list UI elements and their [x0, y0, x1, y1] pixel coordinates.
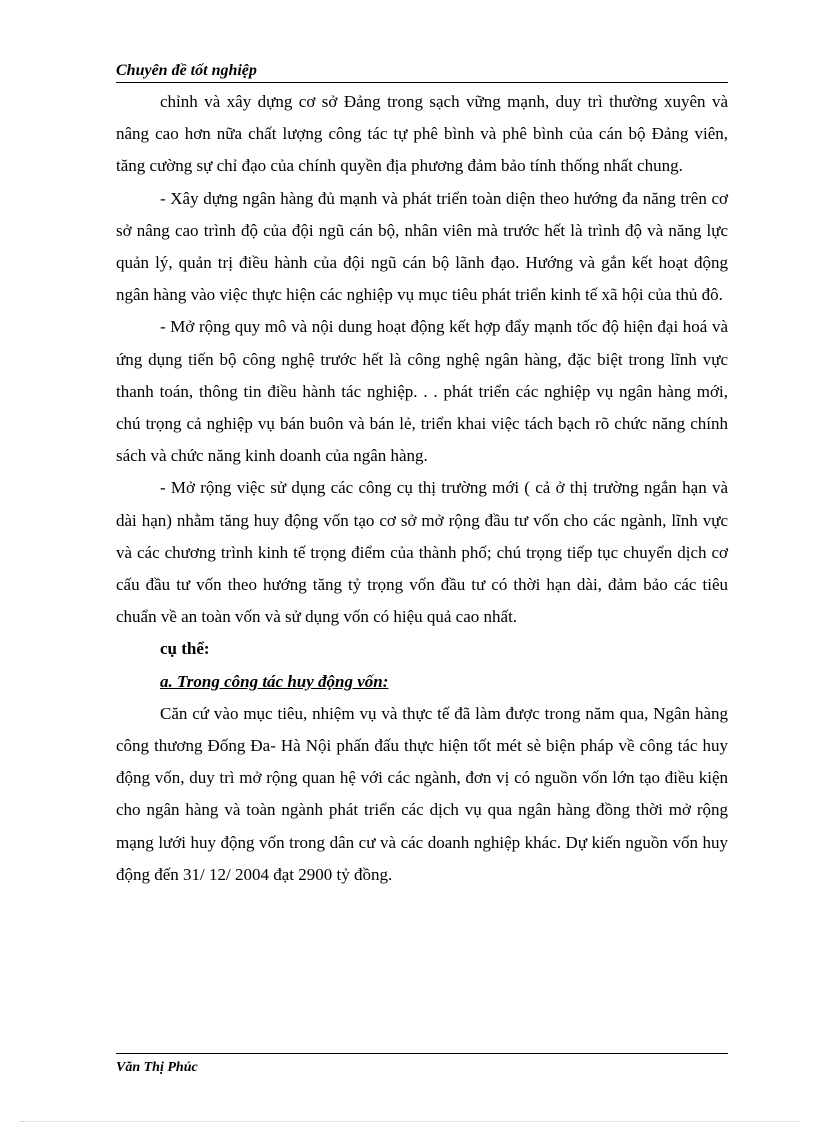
page-header [116, 60, 728, 83]
paragraph: Căn cứ vào mục tiêu, nhiệm vụ và thực tế đã làm được trong năm qua, Ngân hàng công thương Đống Đa- Hà Nội phấn đấu thực hiện tốt mét sè biện pháp về công tác huy động vốn, duy trì mở rộng quan hệ với các ngành, đơn vị có nguồn vốn lớn tạo điều kiện cho ngân hàng và toàn ngành phát triển các dịch vụ qua ngân hàng đồng thời mở rộng mạng lưới huy động vốn trong dân cư và các doanh nghiệp khác. Dự kiến nguồn vốn huy động đến 31/ 12/ 2004 đạt 2900 tỷ đồng. [116, 703, 728, 884]
footer-divider [116, 1053, 728, 1054]
footer-author: Văn Thị Phúc [116, 1060, 198, 1075]
paragraph: - Xây dựng ngân hàng đủ mạnh và phát triển toàn diện theo hướng đa năng trên cơ sở nâng cao trình độ của đội ngũ cán bộ, nhân viên mà trước hết là trình độ và năng lực quản lý, quản trị điều hành của đội ngũ cán bộ lãnh đạo. Hướng và gắn kết hoạt động ngân hàng vào việc thực hiện các nghiệp vụ mục tiêu phát triển kinh tế xã hội của thủ đô. [116, 188, 728, 305]
paragraph: - Mở rộng việc sử dụng các công cụ thị trường mới ( cả ở thị trường ngắn hạn và dài hạn) nhằm tăng huy động vốn tạo cơ sở mở rộng đầu tư vốn cho các ngành, lĩnh vực và các chương trình kinh tế trọng điểm của thành phố; chú trọng tiếp tục chuyển dịch cơ cấu đầu tư vốn theo hướng tăng tỷ trọng vốn đầu tư có thời hạn dài, đảm bảo các tiêu chuẩn về an toàn vốn và sử dụng vốn có hiệu quả cao nhất. [116, 478, 728, 627]
page-footer [116, 1058, 198, 1078]
section-heading: cụ thể: [160, 639, 210, 659]
paragraph: chỉnh và xây dựng cơ sở Đảng trong sạch vững mạnh, duy trì thường xuyên và nâng cao hơn nữa chất lượng công tác tự phê bình và phê bình của cán bộ Đảng viên, tăng cường sự chỉ đạo của chính quyền địa phương đảm bảo tính thống nhất chung. [116, 92, 728, 176]
paragraph: - Mở rộng quy mô và nội dung hoạt động kết hợp đẩy mạnh tốc độ hiện đại hoá và ứng dụng tiến bộ công nghệ trước hết là công nghệ ngân hàng, đặc biệt trong lĩnh vực thanh toán, thông tin điều hành tác nghiệp. . . phát triển các nghiệp vụ ngân hàng mới, chú trọng cả nghiệp vụ bán buôn và bán lẻ, triển khai việc tách bạch rõ chức năng chính sách và chức năng kinh doanh của ngân hàng. [116, 317, 728, 466]
subsection-heading: a. Trong công tác huy động vốn: [160, 671, 389, 691]
page-edge-divider [20, 1121, 800, 1122]
body-text [116, 86, 728, 891]
header-title: Chuyên đề tốt nghiệp [116, 62, 257, 79]
